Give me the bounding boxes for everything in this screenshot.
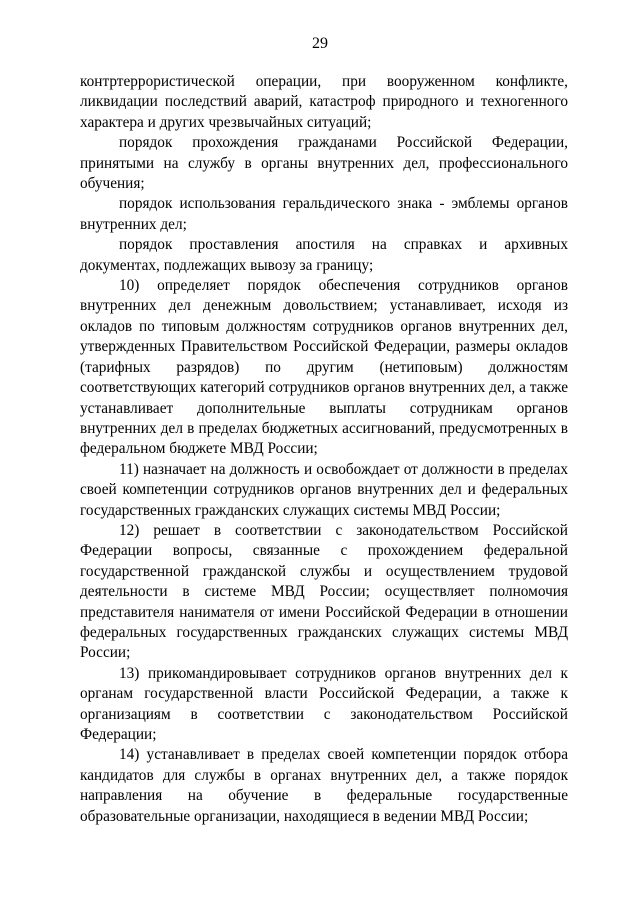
list-item-11: 11) назначает на должность и освобождает от должности в пределах своей компетенции сотрудников органов внутренних дел и федеральных государственных гражданских служащих системы МВД России; xyxy=(80,460,568,519)
paragraph: порядок проставления апостиля на справках и архивных документах, подлежащих вывозу за границу; xyxy=(80,236,568,274)
list-item-13: 13) прикомандировывает сотрудников органов внутренних дел к органам государственной власти Российской Федерации, а также к организациям в соответствии с законодательством Российской Федерации; xyxy=(80,664,568,743)
list-item-12: 12) решает в соответствии с законодательством Российской Федерации вопросы, связанные с прохождением федеральной государственной гражданской службы и осуществлением трудовой деятельности в системе МВД России; осуществляет полномочия представителя нанимателя от имени Российской Федерации в отношении федеральных государственных гражданских служащих системы МВД России; xyxy=(80,521,568,662)
paragraph: порядок использования геральдического знака - эмблемы органов внутренних дел; xyxy=(80,195,568,233)
page-number: 29 xyxy=(312,35,328,52)
document-body xyxy=(80,72,568,827)
list-item-14: 14) устанавливает в пределах своей компетенции порядок отбора кандидатов для службы в органах внутренних дел, а также порядок направления на обучение в федеральные государственные образовательные организации, находящиеся в ведении МВД России; xyxy=(80,746,568,825)
paragraph-continuation: контртеррористической операции, при вооруженном конфликте, ликвидации последствий аварий, катастроф природного и техногенного характера и других чрезвычайных ситуаций; xyxy=(80,73,568,131)
paragraph: порядок прохождения гражданами Российской Федерации, принятыми на службу в органы внутренних дел, профессионального обучения; xyxy=(80,134,568,193)
list-item-10: 10) определяет порядок обеспечения сотрудников органов внутренних дел денежным довольствием; устанавливает, исходя из окладов по типовым должностям сотрудников органов внутренних дел, утвержденных Правительством Российской Федерации, размеры окладов (тарифных разрядов) по другим (нетиповым) должностям соответствующих категорий сотрудников органов внутренних дел, а также устанавливает дополнительные выплаты сотрудникам органов внутренних дел в пределах бюджетных ассигнований, предусмотренных в федеральном бюджете МВД России; xyxy=(80,277,568,458)
